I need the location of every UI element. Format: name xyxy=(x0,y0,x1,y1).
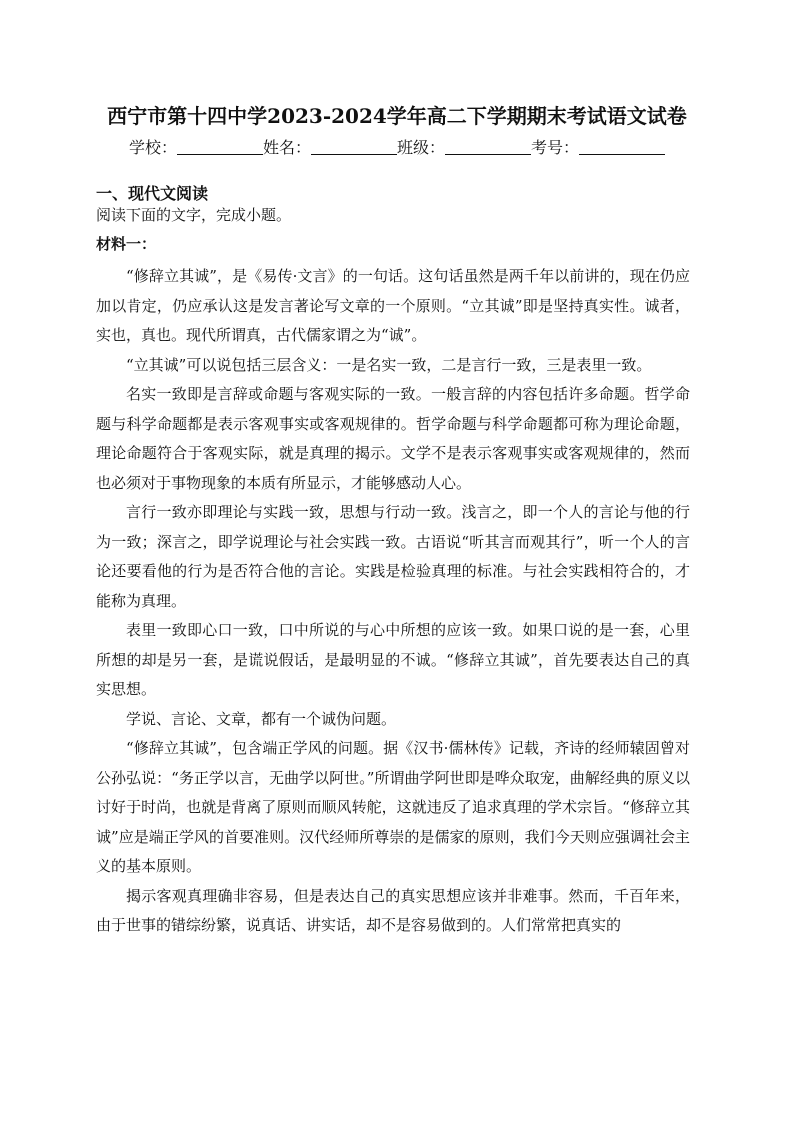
passage-paragraph: 言行一致亦即理论与实践一致，思想与行动一致。浅言之，即一个人的言论与他的行为一致；深言之，即学说理论与社会实践一致。古语说“听其言而观其行”，听一个人的言论还要看他的行为是否符合他的言论。实践是检验真理的标准。与社会实践相符合的，才能称为真理。 xyxy=(96,503,690,610)
exam-number-field xyxy=(531,135,665,158)
reading-instruction: 阅读下面的文字，完成小题。 xyxy=(96,206,292,224)
name-field xyxy=(263,135,397,158)
class-field xyxy=(397,135,531,158)
class-label: 班级： xyxy=(397,138,446,157)
school-blank[interactable] xyxy=(177,140,263,155)
passage-paragraph: “修辞立其诚”，包含端正学风的问题。据《汉书·儒林传》记载，齐诗的经师辕固曾对公孙弘说：“务正学以言，无曲学以阿世。”所谓曲学阿世即是哗众取宠，曲解经典的原义以讨好于时尚，也就是背离了原则而顺风转舵，这就违反了追求真理的学术宗旨。“修辞立其诚”应是端正学风的首要准则。汉代经师所尊崇的是儒家的原则，我们今天则应强调社会主义的基本原则。 xyxy=(96,739,690,875)
material-label: 材料一： xyxy=(96,235,157,253)
exam-title: 西宁市第十四中学2023-2024学年高二下学期期末考试语文试卷 xyxy=(107,104,687,128)
student-info-line xyxy=(0,135,794,158)
school-label: 学校： xyxy=(128,138,177,157)
passage-paragraph: 表里一致即心口一致，口中所说的与心中所想的应该一致。如果口说的是一套，心里所想的却是另一套，是谎说假话，是最明显的不诚。“修辞立其诚”，首先要表达自己的真实思想。 xyxy=(96,621,690,698)
name-blank[interactable] xyxy=(311,140,397,155)
name-label: 姓名： xyxy=(262,138,311,157)
passage-paragraph: 名实一致即是言辞或命题与客观实际的一致。一般言辞的内容包括许多命题。哲学命题与科学命题都是表示客观事实或客观规律的。哲学命题与科学命题都可称为理论命题，理论命题符合于客观实际，就是真理的揭示。文学不是表示客观事实或客观规律的，然而也必须对于事物现象的本质有所显示，才能够感动人心。 xyxy=(96,385,690,492)
class-blank[interactable] xyxy=(445,140,531,155)
school-field xyxy=(129,135,263,158)
passage-paragraph: “立其诚”可以说包括三层含义：一是名实一致，二是言行一致，三是表里一致。 xyxy=(126,355,652,374)
section-heading: 一、现代文阅读 xyxy=(96,184,209,203)
passage-body xyxy=(96,262,690,941)
exam-number-blank[interactable] xyxy=(579,140,665,155)
passage-paragraph: 学说、言论、文章，都有一个诚伪问题。 xyxy=(126,709,397,728)
exam-number-label: 考号： xyxy=(531,138,580,157)
passage-paragraph: “修辞立其诚”，是《易传·文言》的一句话。这句话虽然是两千年以前讲的，现在仍应加以肯定，仍应承认这是发言著论写文章的一个原则。“立其诚”即是坚持真实性。诚者，实也，真也。现代所谓真，古代儒家谓之为“诚”。 xyxy=(96,267,690,344)
passage-paragraph: 揭示客观真理确非容易，但是表达自己的真实思想应该并非难事。然而，千百年来，由于世事的错综纷繁，说真话、讲实话，却不是容易做到的。人们常常把真实的 xyxy=(96,886,690,934)
